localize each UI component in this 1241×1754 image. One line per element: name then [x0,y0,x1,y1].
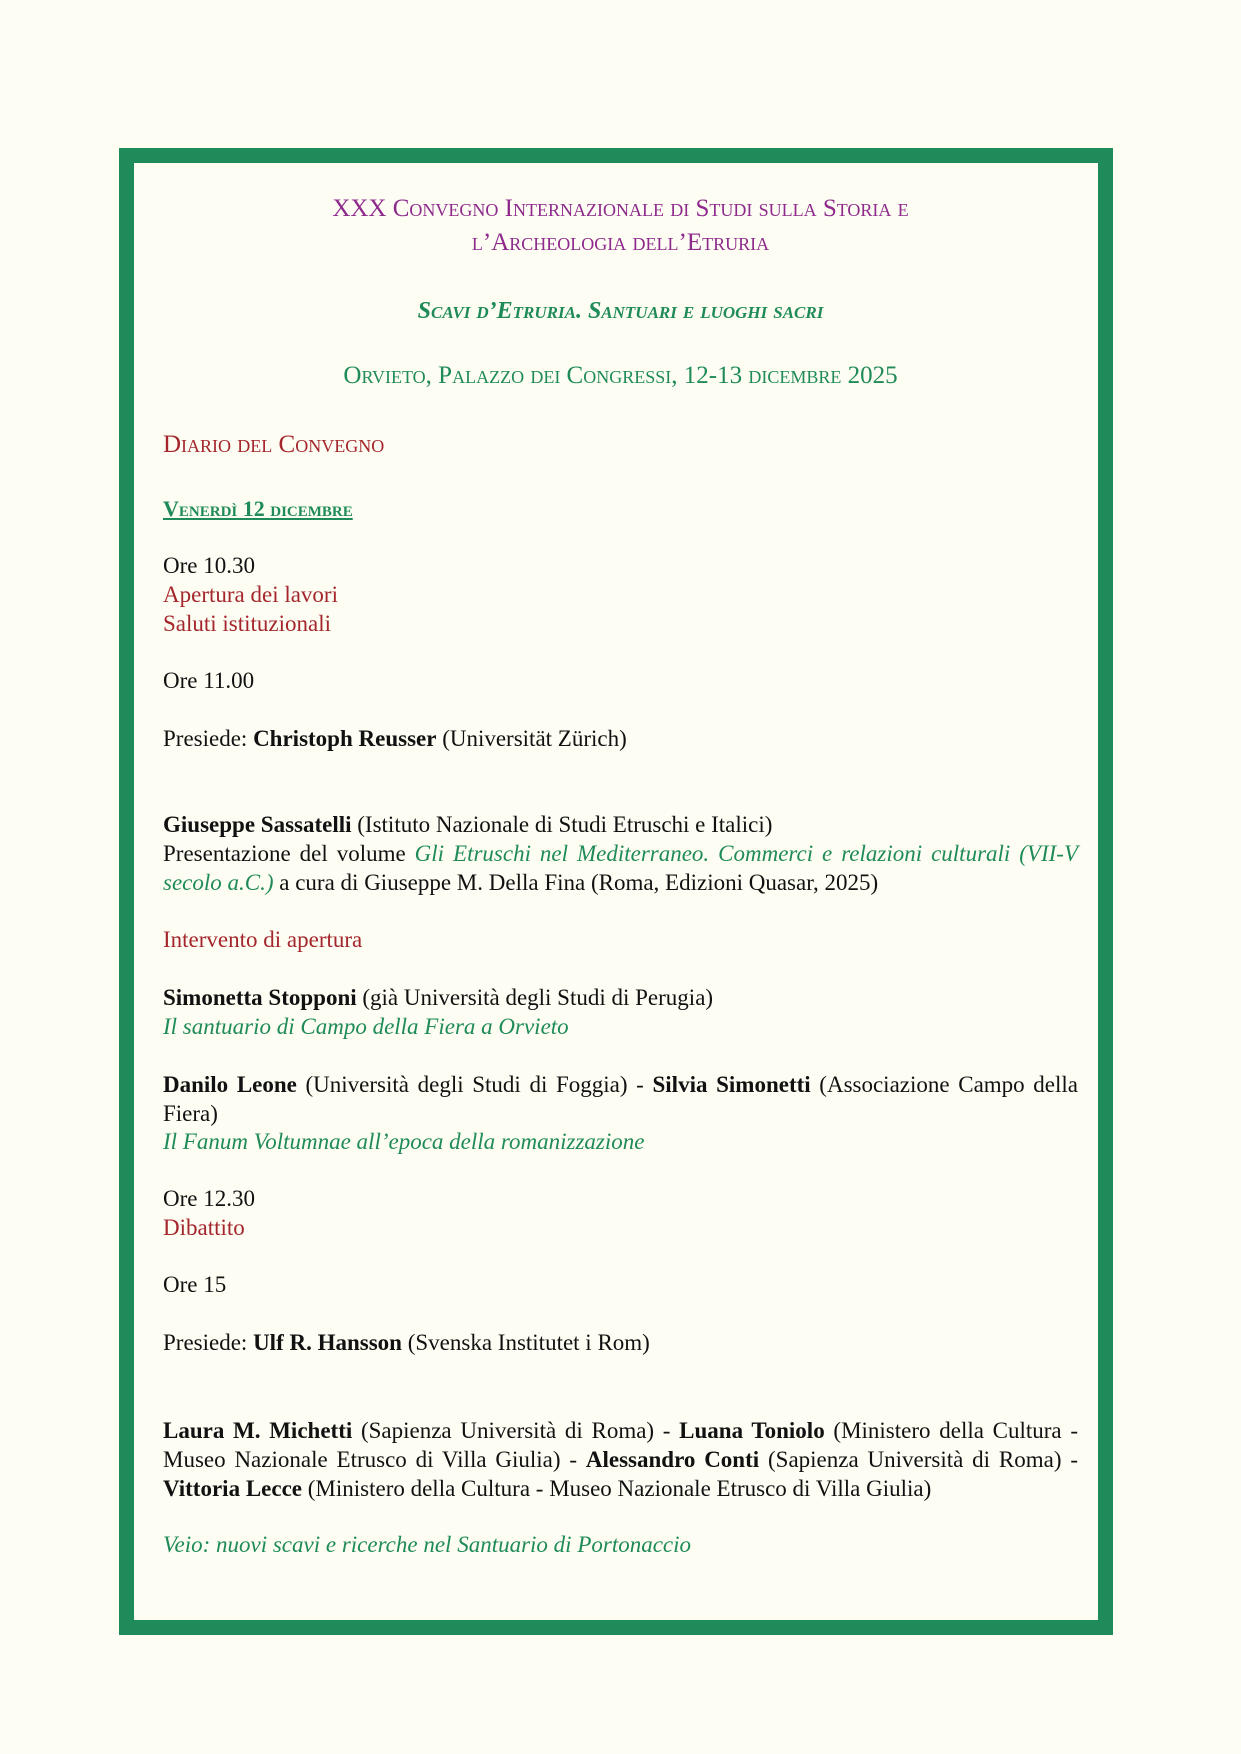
chair-label: Presiede: [163,726,248,751]
speaker-name: Giuseppe Sassatelli [163,812,352,837]
speaker-affiliation: (Ministero della Cultura - Museo Nazionale Etrusco di Villa Giulia) [307,1476,932,1501]
speaker-name: Vittoria Lecce [163,1476,302,1501]
book-title: Gli Etruschi nel Mediterraneo. Commerci e relazioni culturali (VII-V secolo a.C.) [163,841,1078,895]
time-1230: Ore 12.30 [163,1186,255,1211]
speaker-affiliation: (già Università degli Studi di Perugia) [362,985,714,1010]
conference-title-line1: XXX Convegno Internazionale di Studi sulla Storia e [332,195,909,222]
speaker-line-stopponi [163,984,713,1012]
chair-name: Ulf R. Hansson [253,1330,402,1355]
chair-affiliation: (Universität Zürich) [442,726,627,751]
speaker-name: Luana Toniolo [679,1418,825,1443]
speaker-name: Silvia Simonetti [652,1072,811,1097]
talk-title-leone: Il Fanum Voltumnae all’epoca della romanizzazione [163,1129,645,1154]
debate-label: Dibattito [163,1215,245,1240]
presentation-prefix: Presentazione del volume [163,841,406,866]
presentation-suffix: a cura di Giuseppe M. Della Fina (Roma, Edizioni Quasar, 2025) [279,870,879,895]
chair-name: Christoph Reusser [253,726,437,751]
conference-place-date: Orvieto, Palazzo dei Congressi, 12-13 dicembre 2025 [343,362,898,389]
speaker-block-leone-simonetti [163,1070,1078,1128]
speaker-name: Danilo Leone [163,1072,297,1097]
time-15: Ore 15 [163,1272,227,1297]
speaker-block-veio [163,1416,1078,1503]
speaker-affiliation: (Ministero della Cultura - Museo Nazionale Etrusco di Villa Giulia) - [163,1418,1079,1472]
chair-label: Presiede: [163,1330,248,1355]
greetings-label: Saluti istituzionali [163,611,332,636]
chair-affiliation: (Svenska Institutet i Rom) [407,1330,650,1355]
chair-line-2 [163,1329,650,1357]
speaker-affiliation: (Sapienza Università di Roma) - [360,1418,671,1443]
speaker-affiliation: (Associazione Campo della Fiera) [163,1072,1078,1126]
talk-title-stopponi: Il santuario di Campo della Fiera a Orvieto [163,1014,569,1039]
speaker-affiliation: (Università degli Studi di Foggia) - [305,1072,644,1097]
talk-title-veio: Veio: nuovi scavi e ricerche nel Santuario di Portonaccio [163,1532,692,1557]
speaker-affiliation: (Istituto Nazionale di Studi Etruschi e Italici) [357,812,773,837]
speaker-line-sassatelli [163,811,772,839]
opening-talk-label: Intervento di apertura [163,927,363,952]
time-1100: Ore 11.00 [163,668,255,693]
speaker-affiliation: (Sapienza Università di Roma) - [768,1447,1078,1472]
day-heading: Venerdì 12 dicembre [163,496,353,521]
time-1030: Ore 10.30 [163,553,255,578]
diary-title: Diario del Convegno [163,431,385,458]
speaker-name: Laura M. Michetti [163,1418,353,1443]
conference-subtitle: Scavi d’Etruria. Santuari e luoghi sacri [417,298,824,324]
speaker-name: Alessandro Conti [585,1447,760,1472]
opening-label: Apertura dei lavori [163,582,338,607]
speaker-name: Simonetta Stopponi [163,985,357,1010]
conference-title-line2: l’Archeologia dell’Etruria [471,229,770,256]
chair-line-1 [163,725,627,753]
book-presentation [163,839,1078,897]
